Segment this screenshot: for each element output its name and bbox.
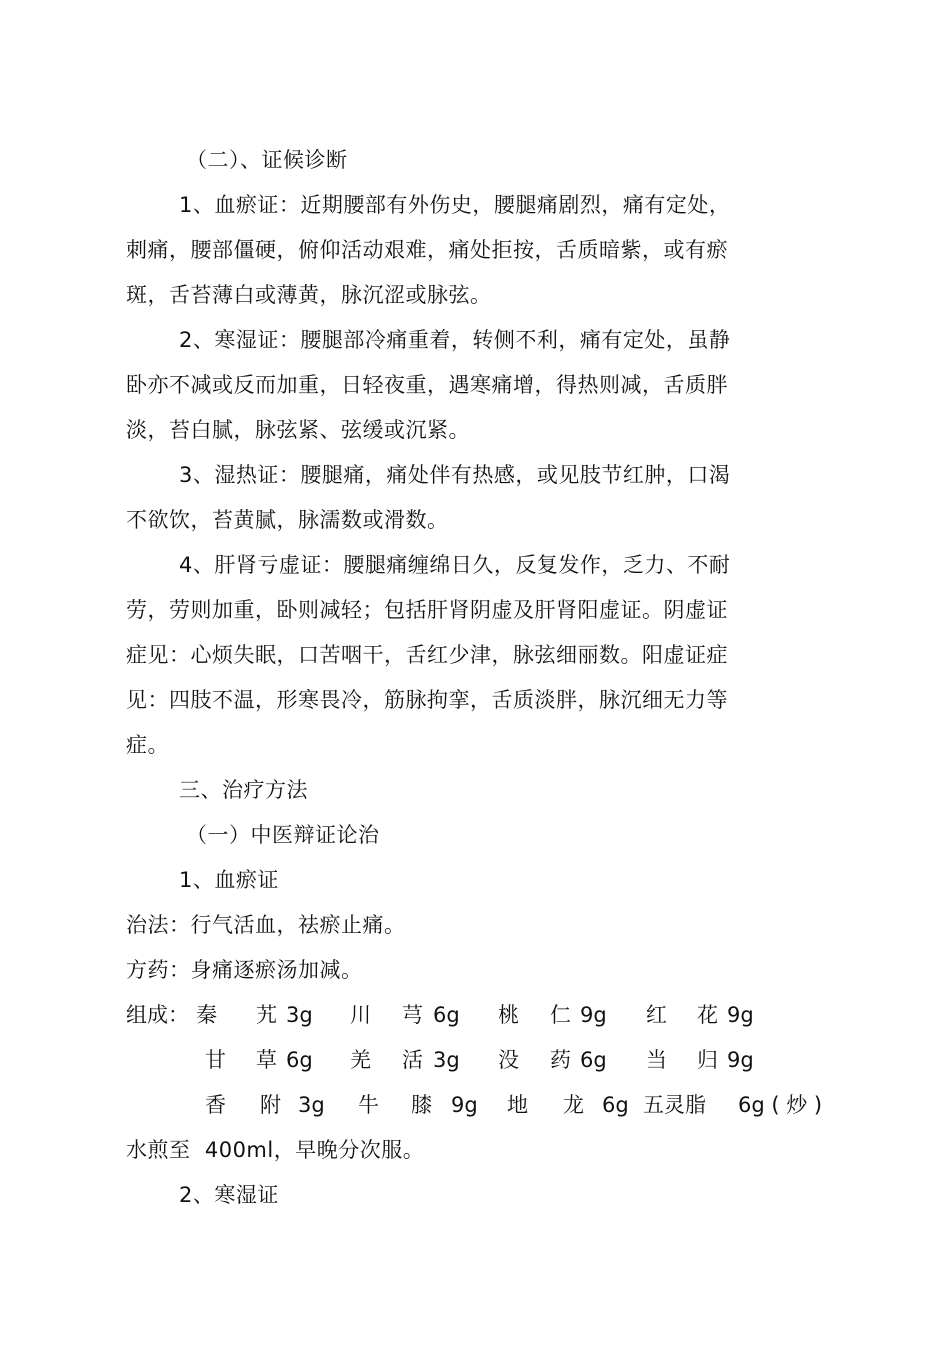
syndrome-line: 刺痛，腰部僵硬，俯仰活动艰难，痛处拒按，舌质暗紫，或有瘀 (126, 238, 728, 262)
syndrome-line: 2、寒湿证：腰腿部冷痛重着，转侧不利，痛有定处，虽静 (179, 328, 731, 352)
herb-char: 龙 (563, 1093, 584, 1117)
herb-char: 五灵脂 (643, 1093, 706, 1117)
herb-dose: 6g ( 炒 ) (738, 1093, 823, 1117)
syndrome-line: 4、肝肾亏虚证：腰腿痛缠绵日久，反复发作，乏力、不耐 (179, 553, 731, 577)
herb-char: 附 (260, 1093, 281, 1117)
prescription: 方药：身痛逐瘀汤加减。 (126, 958, 363, 982)
syndrome-line: 不欲饮，苔黄腻，脉濡数或滑数。 (126, 508, 449, 532)
herb-char: 活 (402, 1048, 423, 1072)
herb-dose: 9g (451, 1093, 478, 1117)
syndrome-line: 见：四肢不温，形寒畏冷，筋脉拘挛，舌质淡胖，脉沉细无力等 (126, 688, 728, 712)
herb-char: 红 (646, 1003, 667, 1027)
herb-char: 花 (697, 1003, 718, 1027)
syndrome-line: 劳，劳则加重，卧则减轻；包括肝肾阴虚及肝肾阳虚证。阴虚证 (126, 598, 728, 622)
herb-dose: 9g (727, 1048, 754, 1072)
herb-dose: 6g (433, 1003, 460, 1027)
syndrome-line: 3、湿热证：腰腿痛，痛处伴有热感，或见肢节红肿，口渴 (179, 463, 731, 487)
herb-char: 牛 (358, 1093, 379, 1117)
herb-dose: 3g (286, 1003, 313, 1027)
syndrome-line: 卧亦不减或反而加重，日轻夜重，遇寒痛增，得热则减，舌质胖 (126, 373, 728, 397)
herb-char: 香 (205, 1093, 226, 1117)
blood-stasis-title: 1、血瘀证 (179, 868, 279, 892)
herb-dose: 3g (298, 1093, 325, 1117)
treatment-method: 治法：行气活血，祛瘀止痛。 (126, 913, 406, 937)
herb-dose: 9g (727, 1003, 754, 1027)
herb-char: 没 (498, 1048, 519, 1072)
treatment-heading: 三、治疗方法 (179, 778, 308, 802)
herb-dose: 3g (433, 1048, 460, 1072)
herb-char: 地 (507, 1093, 528, 1117)
syndrome-line: 1、血瘀证：近期腰部有外伤史，腰腿痛剧烈，痛有定处， (179, 193, 731, 217)
syndrome-line: 症见：心烦失眠，口苦咽干，舌红少津，脉弦细丽数。阳虚证症 (126, 643, 728, 667)
tcm-heading: （一）中医辩证论治 (186, 823, 380, 847)
syndrome-line: 症。 (126, 733, 169, 757)
herb-char: 川 (350, 1003, 371, 1027)
syndrome-line: 淡，苔白腻，脉弦紧、弦缓或沉紧。 (126, 418, 470, 442)
section-heading: （二）、证候诊断 (186, 148, 348, 172)
herb-char: 当 (646, 1048, 667, 1072)
herb-char: 桃 (498, 1003, 519, 1027)
decoction-instructions: 水煎至 400ml，早晚分次服。 (126, 1138, 425, 1162)
herb-dose: 6g (286, 1048, 313, 1072)
herb-char: 药 (550, 1048, 571, 1072)
herb-dose: 9g (580, 1003, 607, 1027)
herb-char: 甘 (205, 1048, 226, 1072)
syndrome-line: 斑，舌苔薄白或薄黄，脉沉涩或脉弦。 (126, 283, 492, 307)
herb-char: 草 (256, 1048, 277, 1072)
herb-char: 秦 (196, 1003, 217, 1027)
composition-label: 组成： (126, 1003, 189, 1027)
herb-char: 仁 (550, 1003, 571, 1027)
herb-char: 归 (697, 1048, 718, 1072)
herb-dose: 6g (580, 1048, 607, 1072)
herb-dose: 6g (602, 1093, 629, 1117)
herb-char: 艽 (256, 1003, 277, 1027)
herb-char: 芎 (402, 1003, 423, 1027)
herb-char: 羌 (350, 1048, 371, 1072)
herb-char: 膝 (411, 1093, 432, 1117)
cold-damp-title: 2、寒湿证 (179, 1183, 279, 1207)
